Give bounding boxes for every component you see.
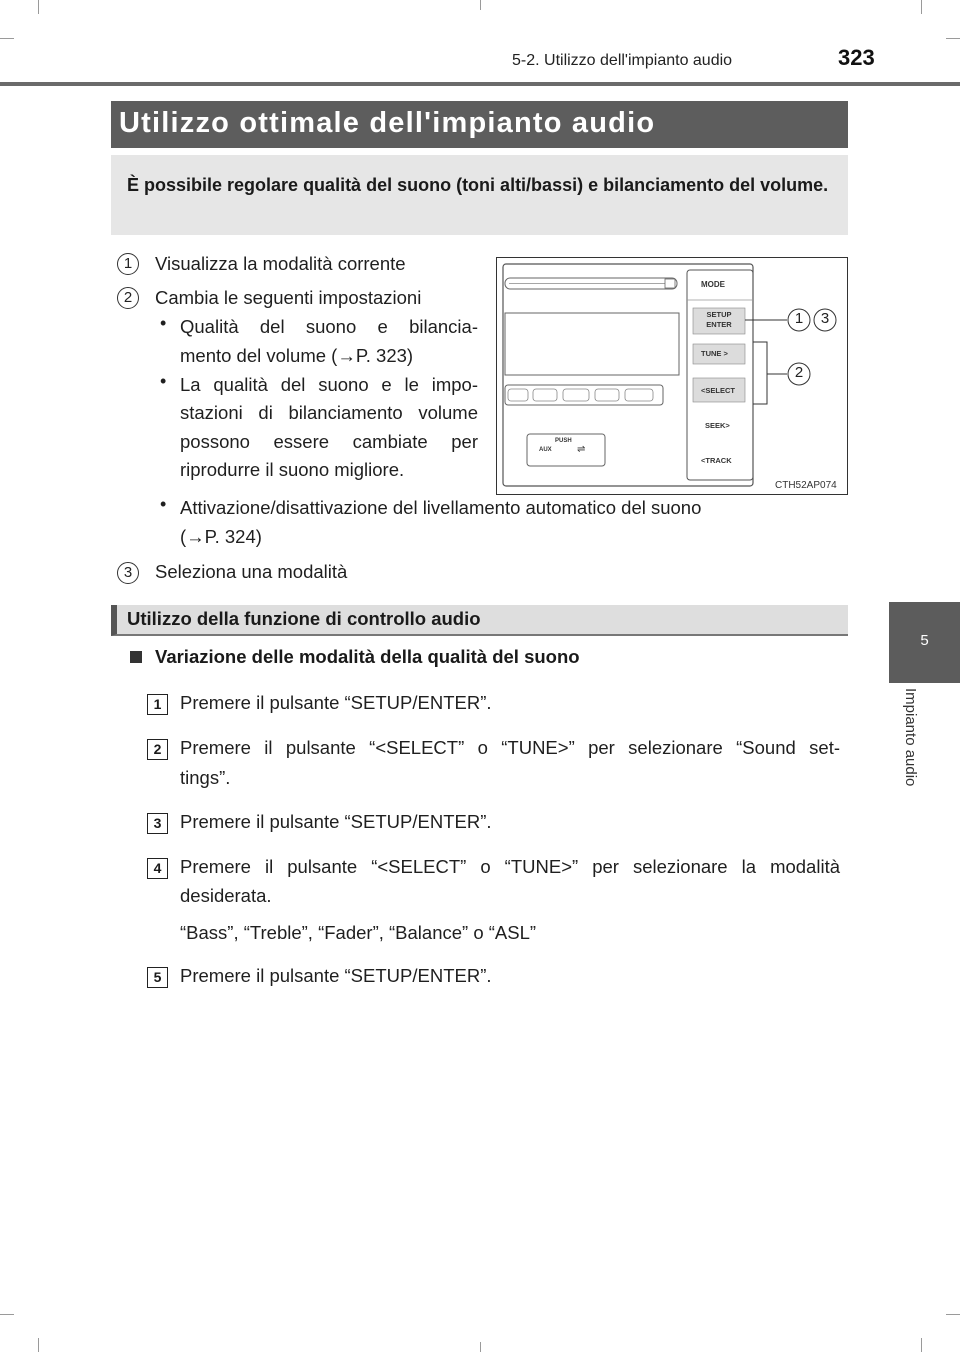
chapter-tab	[889, 602, 960, 683]
crop-mark	[0, 1314, 14, 1315]
enter-label: ENTER	[706, 320, 732, 329]
seek-button-label: SEEK>	[705, 421, 730, 430]
diagram-label-3: 3	[820, 310, 830, 327]
mode-button-label: MODE	[701, 280, 725, 289]
bullet-text: riprodurre il suono migliore.	[180, 459, 405, 480]
illustration-code: CTH52AP074	[775, 480, 837, 491]
header-section-title: 5-2. Utilizzo dell'impianto audio	[512, 52, 733, 69]
crop-mark	[480, 1342, 481, 1352]
bullet-text: stazioni di bilanciamento volume	[180, 402, 478, 423]
chapter-label: Impianto audio	[902, 688, 919, 787]
diagram-label-1: 1	[794, 310, 804, 327]
bullet-text: La qualità del suono e le impo-	[180, 374, 478, 395]
select-button-label: <SELECT	[701, 386, 735, 395]
chapter-number: 5	[920, 632, 929, 649]
track-button-label: <TRACK	[701, 456, 732, 465]
step-number: 5	[147, 967, 168, 988]
crop-mark	[0, 38, 14, 39]
crop-mark	[921, 0, 922, 14]
callout-number: 1	[117, 253, 139, 275]
step-number: 2	[147, 739, 168, 760]
crop-mark	[480, 0, 481, 10]
audio-unit-diagram	[496, 257, 848, 495]
bullet-text: Attivazione/disattivazione del livellamento automatico del suono	[180, 497, 702, 518]
page-title: Utilizzo ottimale dell'impianto audio	[119, 107, 656, 139]
page-title-bar	[111, 101, 848, 148]
header-rule	[0, 82, 960, 86]
callout-text: Visualizza la modalità corrente	[155, 253, 406, 274]
crop-mark	[38, 0, 39, 14]
bullet-text: Qualità del suono e bilancia-	[180, 316, 478, 337]
aux-push-label: PUSH	[555, 438, 572, 444]
intro-text: È possibile regolare qualità del suono (toni alti/bassi) e bilanciamento del volume.	[127, 175, 829, 195]
subsection-title: Utilizzo della funzione di controllo audio	[127, 608, 481, 629]
variation-title: Variazione delle modalità della qualità del suono	[155, 646, 580, 667]
bullet-text: possono essere cambiate per	[180, 431, 478, 452]
setup-enter-button-label	[693, 310, 745, 330]
usb-icon: ⇌	[577, 444, 586, 455]
step-text: Premere il pulsante “<SELECT” o “TUNE>” per selezionare “Sound set-	[180, 737, 840, 758]
crop-mark	[946, 38, 960, 39]
crop-mark	[946, 1314, 960, 1315]
page-number: 323	[838, 45, 875, 70]
aux-label: AUX	[539, 447, 552, 453]
bullet-marker: •	[160, 313, 167, 333]
setup-label: SETUP	[706, 310, 732, 319]
callout-text: Cambia le seguenti impostazioni	[155, 287, 422, 308]
step-text: Premere il pulsante “SETUP/ENTER”.	[180, 692, 492, 713]
step-text: tings”.	[180, 767, 231, 788]
step-text: Premere il pulsante “SETUP/ENTER”.	[180, 965, 492, 986]
square-bullet-icon	[130, 651, 142, 663]
subsection-header	[111, 605, 848, 636]
bullet-marker: •	[160, 494, 167, 514]
intro-box	[111, 155, 848, 235]
crop-mark	[921, 1338, 922, 1352]
diagram-label-2: 2	[794, 364, 804, 381]
callout-number: 2	[117, 287, 139, 309]
bullet-text: (→P. 324)	[180, 526, 262, 547]
callout-number: 3	[117, 562, 139, 584]
step-number: 1	[147, 694, 168, 715]
step-number: 4	[147, 858, 168, 879]
crop-mark	[38, 1338, 39, 1352]
bullet-text: mento del volume (→P. 323)	[180, 345, 414, 366]
step-note: “Bass”, “Treble”, “Fader”, “Balance” o “ASL”	[180, 922, 537, 943]
callout-text: Seleziona una modalità	[155, 561, 348, 582]
step-text: Premere il pulsante “<SELECT” o “TUNE>” per selezionare la modalità	[180, 856, 840, 877]
tune-button-label: TUNE >	[701, 349, 728, 358]
bullet-marker: •	[160, 371, 167, 391]
step-text: desiderata.	[180, 885, 272, 906]
step-text: Premere il pulsante “SETUP/ENTER”.	[180, 811, 492, 832]
step-number: 3	[147, 813, 168, 834]
